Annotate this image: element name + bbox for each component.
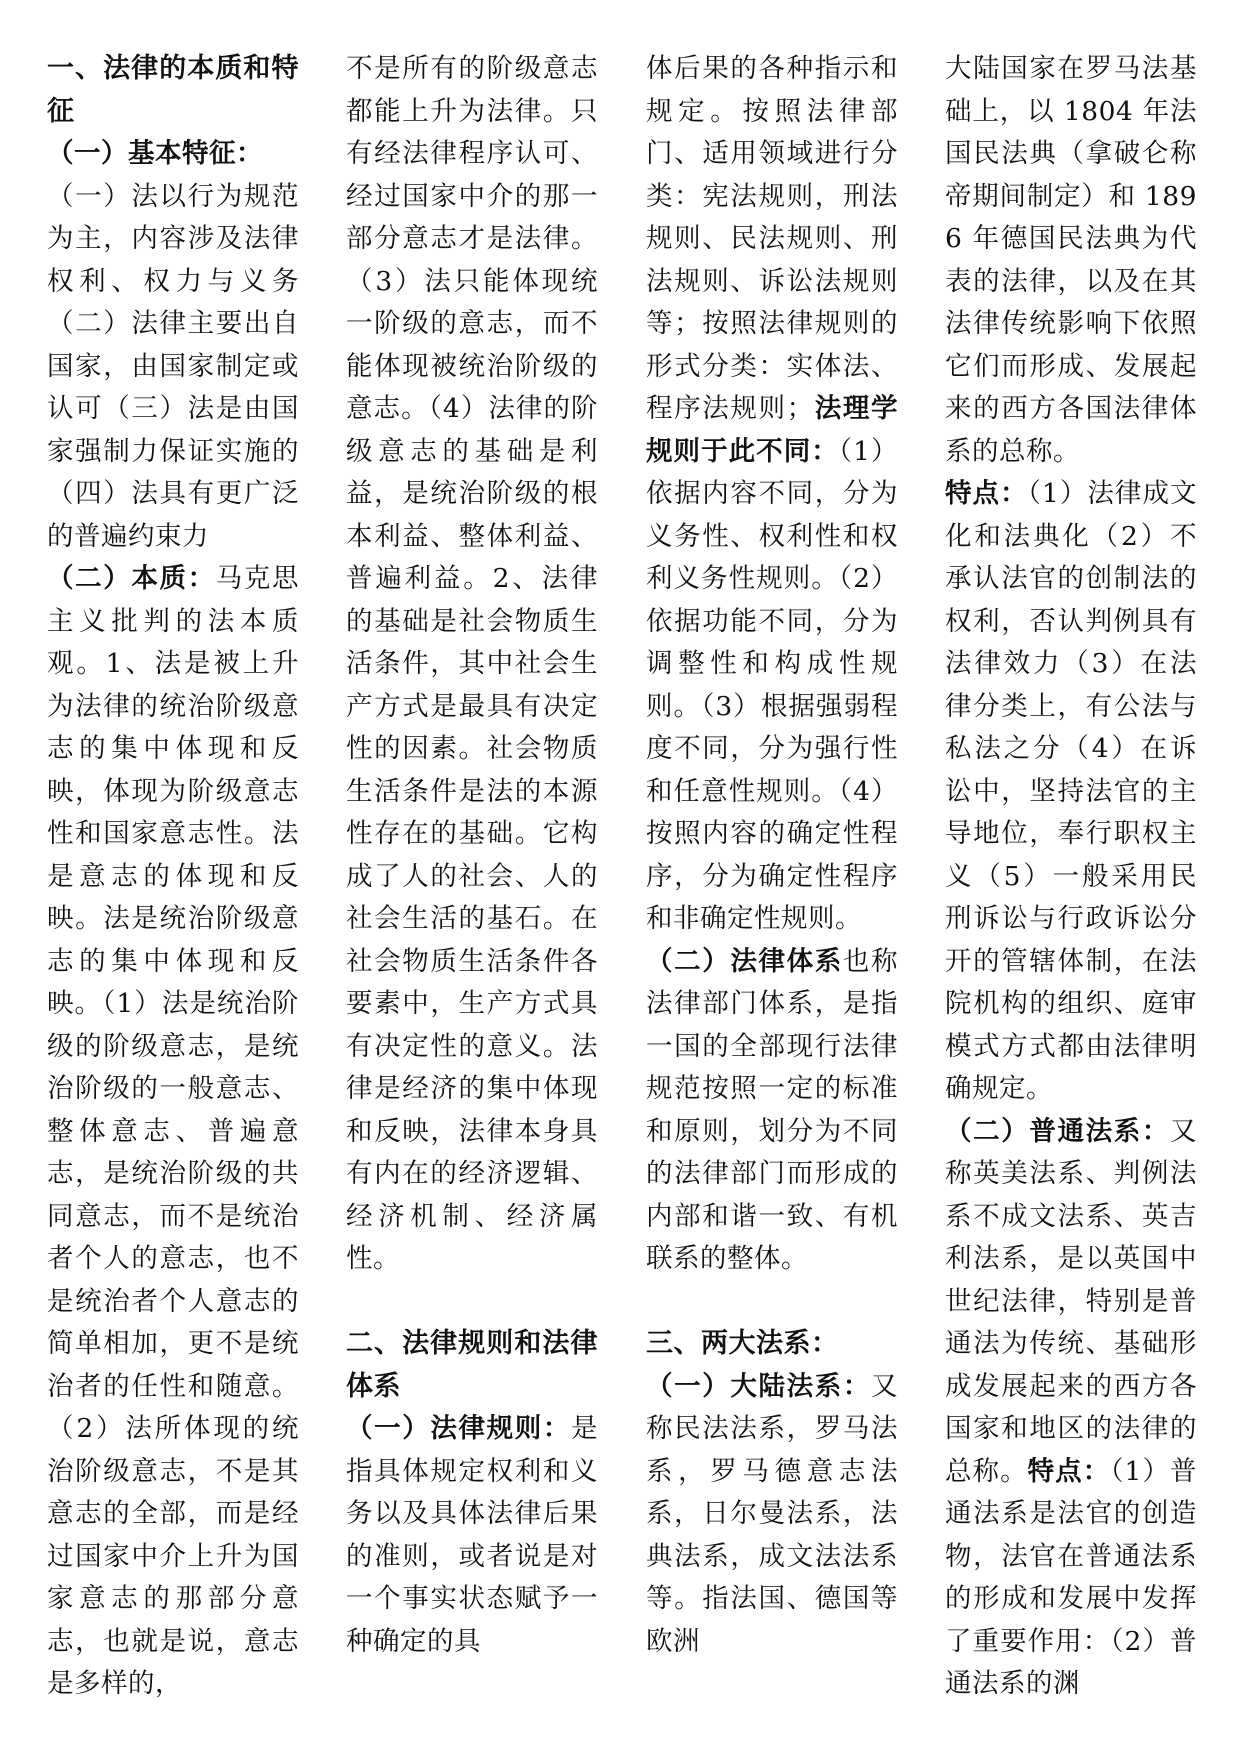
- paragraph-common-law-features: （1）普通法系是法官的创造物，法官在普通法系的形成和发展中发挥了重要作用：（2）普通法系的渊: [945, 1455, 1197, 1699]
- inline-bold-jurisprudence-rules: 法理学规则于此不同：: [646, 393, 898, 467]
- subheading-civil-law: （一）大陆法系：: [646, 1370, 871, 1402]
- paragraph-common-law: 又称英美法系、判例法系不成文法系、英吉利法系，是以英国中世纪法律，特别是普通法为传统、基础形成发展起来的西方各国家和地区的法律的总称。: [945, 1115, 1197, 1487]
- text-column-3: [646, 48, 898, 1663]
- paragraph-civil-law: 又称民法法系，罗马法系，罗马德意志法系，日尔曼法系，法典法系，成文法法系等。指法国、德国等欧洲: [646, 1370, 898, 1657]
- section-heading-1: 一、法律的本质和特征: [47, 53, 299, 127]
- section-heading-2: 二、法律规则和法律体系: [346, 1328, 598, 1402]
- text-column-2: [346, 48, 598, 1663]
- paragraph-legal-rules-continued: 体后果的各种指示和规定。按照法律部门、适用领域进行分类：宪法规则，刑法规则、民法规则、刑法规则、诉讼法规则等；按照法律规则的形式分类：实体法、程序法规则；: [646, 53, 898, 424]
- paragraph-legal-system: 也称法律部门体系，是指一国的全部现行法律规范按照一定的标准和原则，划分为不同的法律部门而形成的内部和谐一致、有机联系的整体。: [646, 945, 898, 1274]
- section-heading-3: 三、两大法系：: [646, 1328, 839, 1359]
- text-column-1: [47, 48, 299, 1706]
- subheading-common-law: （二）普通法系：: [945, 1115, 1170, 1147]
- paragraph-essence-continued: 不是所有的阶级意志都能上升为法律。只有经法律程序认可、经过国家中介的那一部分意志才是法律。（3）法只能体现统一阶级的意志，而不能体现被统治阶级的意志。（4）法律的阶级意志的基础是利益，是统治阶级的根本利益、整体利益、普遍利益。2、法律的基础是社会物质生活条件，其中社会生产方式是最具有决定性的因素。社会物质生活条件是法的本源性存在的基础。它构成了人的社会、人的社会生活的基石。在社会物质生活条件各要素中，生产方式具有决定性的意义。法律是经济的集中体现和反映，法律本身具有内在的经济逻辑、经济机制、经济属性。: [346, 53, 598, 1274]
- paragraph-essence: 马克思主义批判的法本质观。1、法是被上升为法律的统治阶级意志的集中体现和反映，体现为阶级意志性和国家意志性。法是意志的体现和反映。法是统治阶级意志的集中体现和反映。（1）法是统治阶级的阶级意志，是统治阶级的一般意志、整体意志、普遍意志，是统治阶级的共同意志，而不是统治者个人的意志，也不是统治者个人意志的简单相加，更不是统治者的任性和随意。（2）法所体现的统治阶级意志，不是其意志的全部，而是经过国家中介上升为国家意志的那部分意志，也就是说，意志是多样的，: [47, 563, 299, 1699]
- section-gap: [346, 1281, 598, 1324]
- subheading-basic-features: （一）基本特征：: [47, 138, 263, 169]
- inline-bold-features-civil: 特点：: [945, 478, 1028, 509]
- paragraph-rule-classification: （1）依据内容不同，分为义务性、权利性和权利义务性规则。（2）依据功能不同，分为调整性和构成性规则。（3）根据强弱程度不同，分为强行性和任意性规则。（4）按照内容的确定性程序，分为确定性程序和非确定性规则。: [646, 435, 898, 934]
- section-gap: [646, 1281, 898, 1324]
- subheading-legal-system: （二）法律体系: [646, 945, 843, 977]
- paragraph-civil-law-features: （1）法律成文化和法典化（2）不承认法官的创制法的权利，否认判例具有法律效力（3）在法律分类上，有公法与私法之分（4）在诉讼中，坚持法官的主导地位，奉行职权主义（5）一般采用民刑诉讼与行政诉讼分开的管辖体制，在法院机构的组织、庭审模式方式都由法律明确规定。: [945, 478, 1197, 1104]
- paragraph-legal-rules: 是指具体规定权利和义务以及具体法律后果的准则，或者说是对一个事实状态赋予一种确定的具: [346, 1413, 598, 1657]
- subheading-legal-rules: （一）法律规则：: [346, 1413, 571, 1444]
- subheading-essence: （二）本质：: [47, 563, 216, 594]
- text-column-4: [945, 48, 1197, 1706]
- inline-bold-features-common: 特点：: [1027, 1455, 1111, 1487]
- paragraph-civil-law-continued: 大陆国家在罗马法基础上，以 1804 年法国民法典（拿破仑称帝期间制定）和 1896 年德国民法典为代表的法律，以及在其法律传统影响下依照它们而形成、发展起来的西方各国法律体系的总称。: [945, 53, 1197, 467]
- paragraph-basic-features: （一）法以行为规范为主，内容涉及法律权利、权力与义务（二）法律主要出自国家，由国家制定或认可（三）法是由国家强制力保证实施的（四）法具有更广泛的普遍约束力: [47, 180, 299, 552]
